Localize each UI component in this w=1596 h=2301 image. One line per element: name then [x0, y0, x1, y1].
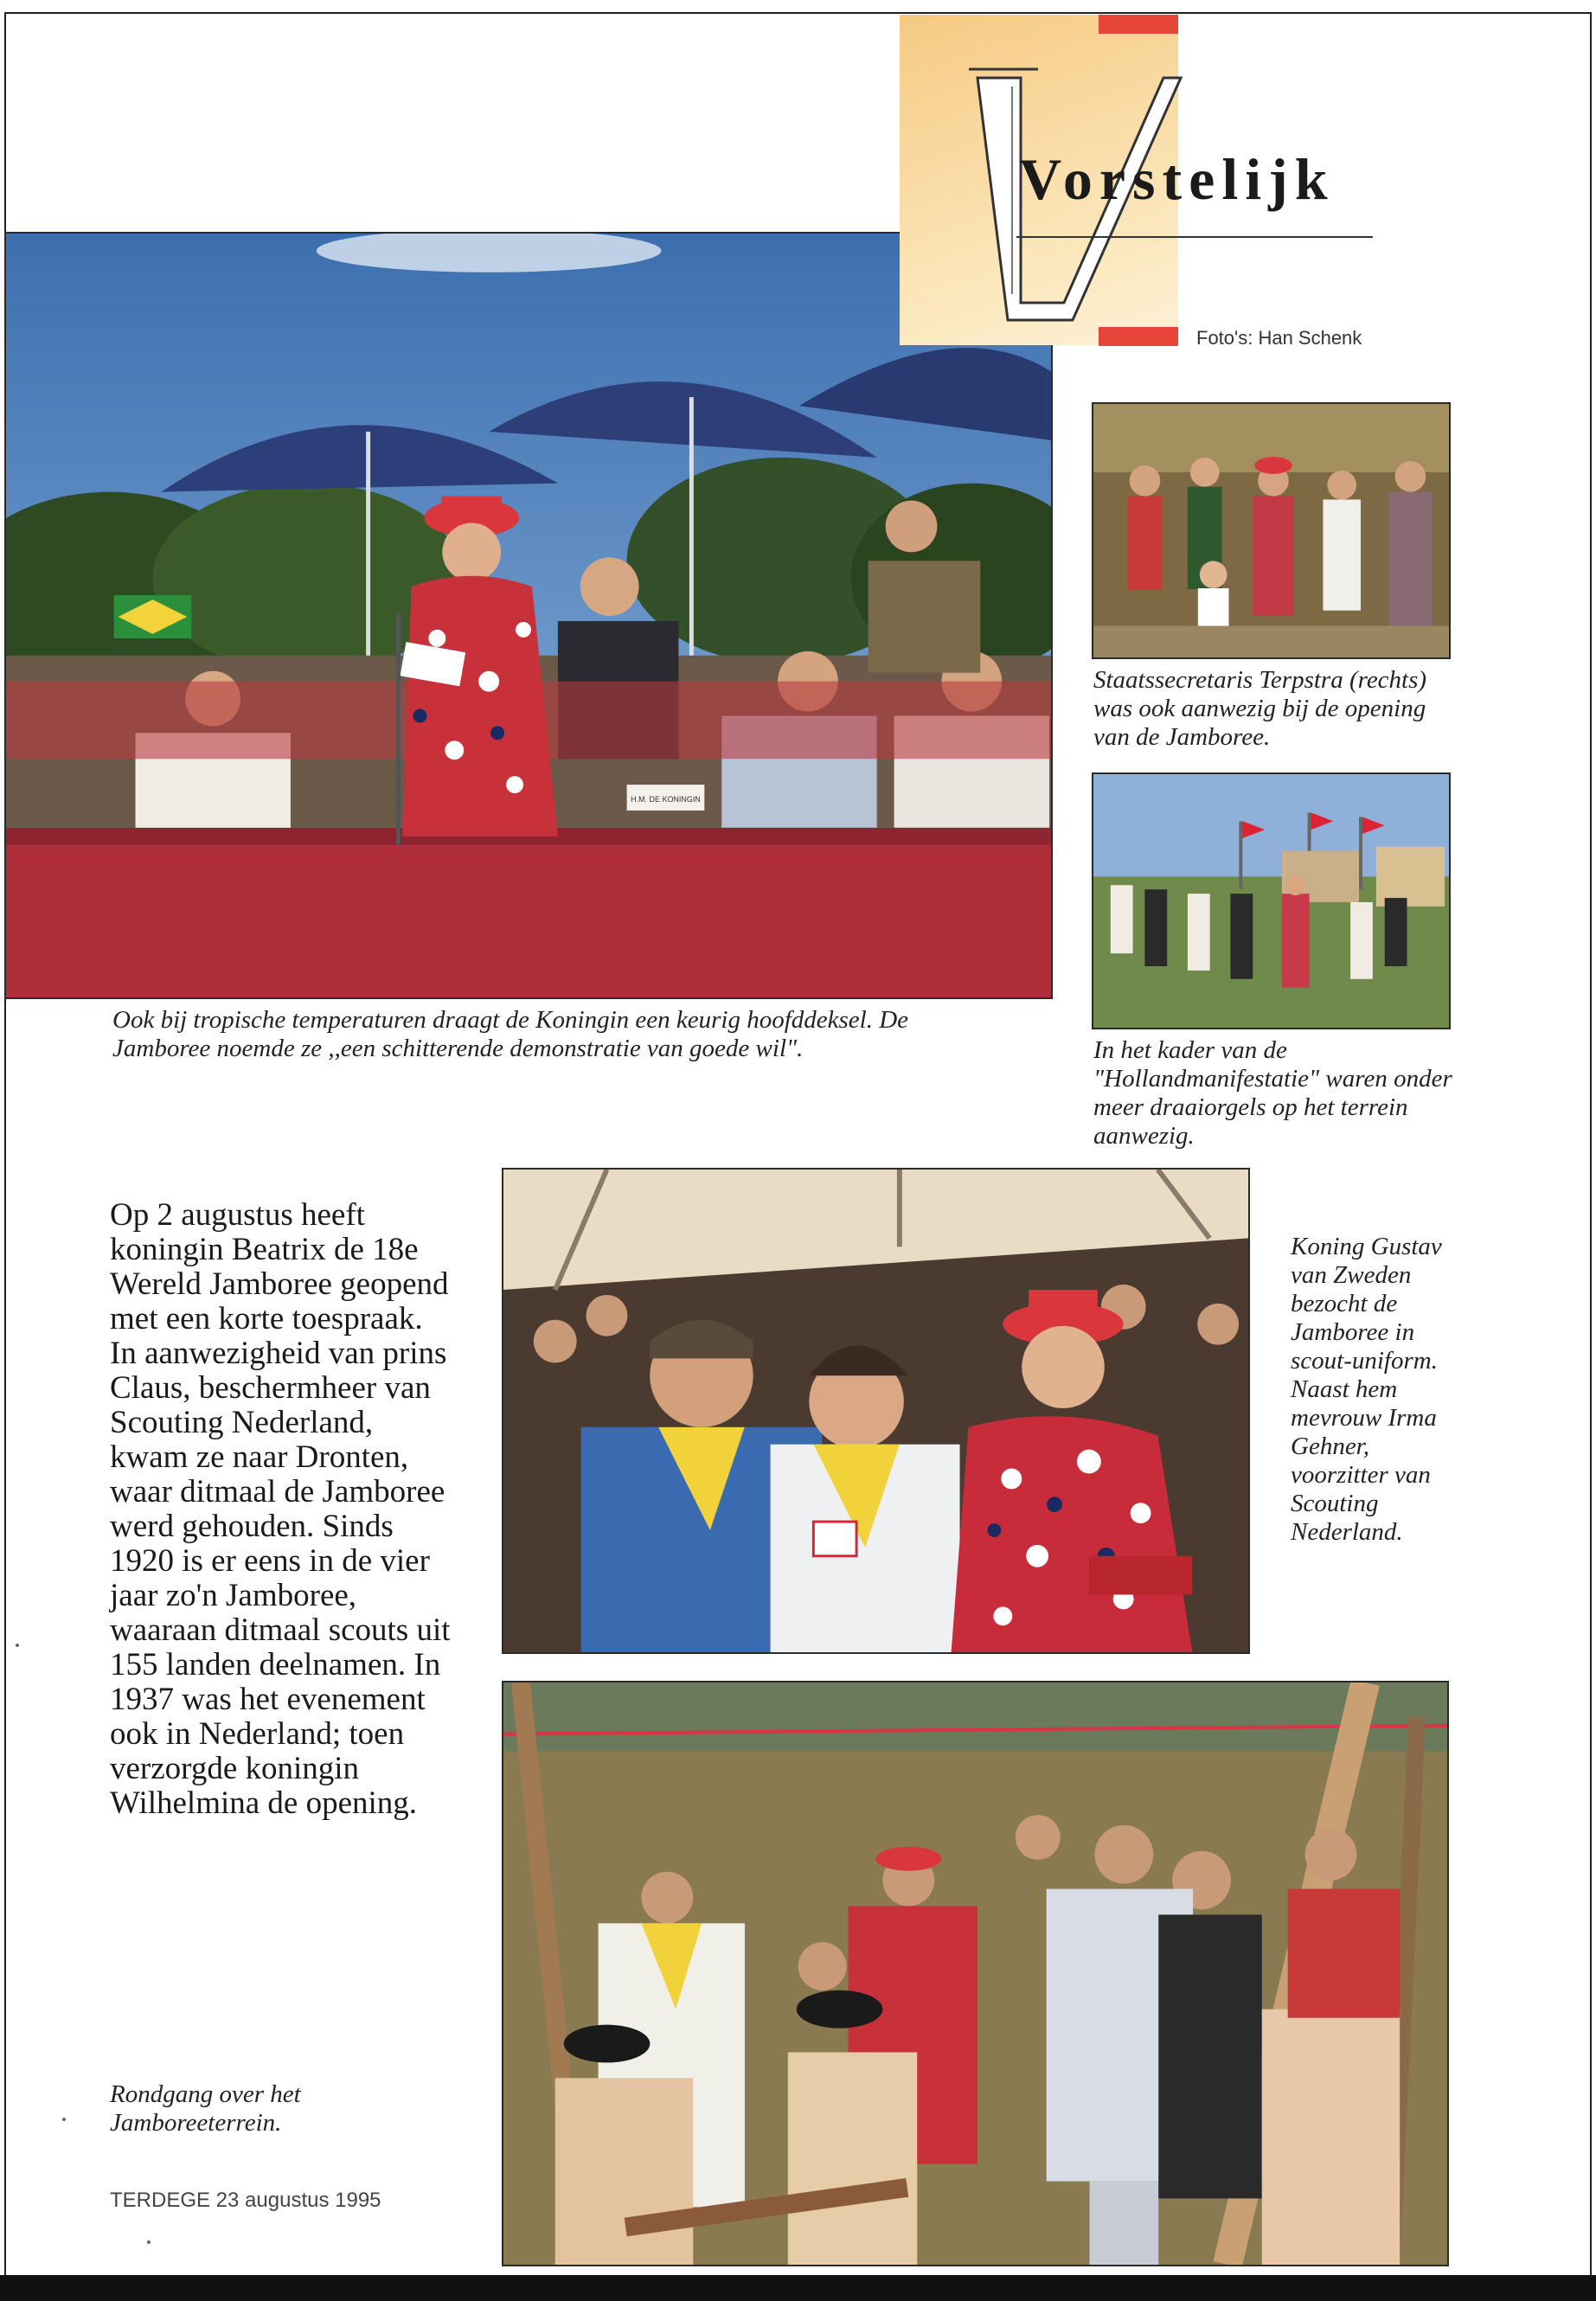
- photo-organs: [1092, 772, 1451, 1029]
- bottom-bar: [0, 2275, 1596, 2301]
- footer-issue: TERDEGE 23 augustus 1995: [110, 2189, 381, 2212]
- table-sign: H.M. DE KONINGIN: [631, 795, 701, 804]
- margin-dot: [147, 2240, 151, 2244]
- page-title: Vorstelijk: [1019, 146, 1335, 212]
- photo-queen-speech: [4, 232, 1053, 999]
- photo-terpstra: [1092, 402, 1451, 659]
- caption-terpstra: Staatssecretaris Terpstra (rechts) was ook aanwezig bij de opening van de Jamboree.: [1093, 666, 1427, 751]
- caption-queen-speech: Ook bij tropische temperaturen draagt de Koningin een keurig hoofddeksel. De Jamboree noemde ze ,,een schitterende demonstratie van goede wil".: [112, 1006, 909, 1062]
- photo-credit: Foto's: Han Schenk: [1196, 327, 1362, 349]
- accent-strip-bottom: [1099, 327, 1178, 346]
- title-rule: [1016, 236, 1373, 238]
- margin-dot: [62, 2118, 66, 2121]
- margin-dot: [16, 1644, 19, 1647]
- accent-strip-top: [1099, 15, 1178, 34]
- photo-tour: [502, 1681, 1449, 2266]
- article-body: Op 2 augustus heeft koningin Beatrix de 18e Wereld Jamboree geopend met een korte toespraak. In aanwezigheid van prins Claus, beschermheer van Scouting Nederland, kwam ze naar Dronten, waar ditmaal de Jamboree werd gehouden. Sinds 1920 is er eens in de vier jaar zo'n Jamboree, waaraan ditmaal scouts uit 155 landen deelnamen. In 1937 was het evenement ook in Nederland; toen verzorgde koningin Wilhelmina de opening.: [110, 1197, 451, 1821]
- caption-organs: In het kader van de "Hollandmanifestatie" waren onder meer draaiorgels op het terrein aanwezig.: [1093, 1036, 1452, 1150]
- caption-gustav: Koning Gustav van Zweden bezocht de Jamboree in scout-uniform. Naast hem mevrouw Irma Gehner, voorzitter van Scouting Nederland.: [1291, 1233, 1442, 1546]
- caption-tour: Rondgang over het Jamboreeterrein.: [110, 2080, 301, 2137]
- photo-gustav: [502, 1168, 1250, 1654]
